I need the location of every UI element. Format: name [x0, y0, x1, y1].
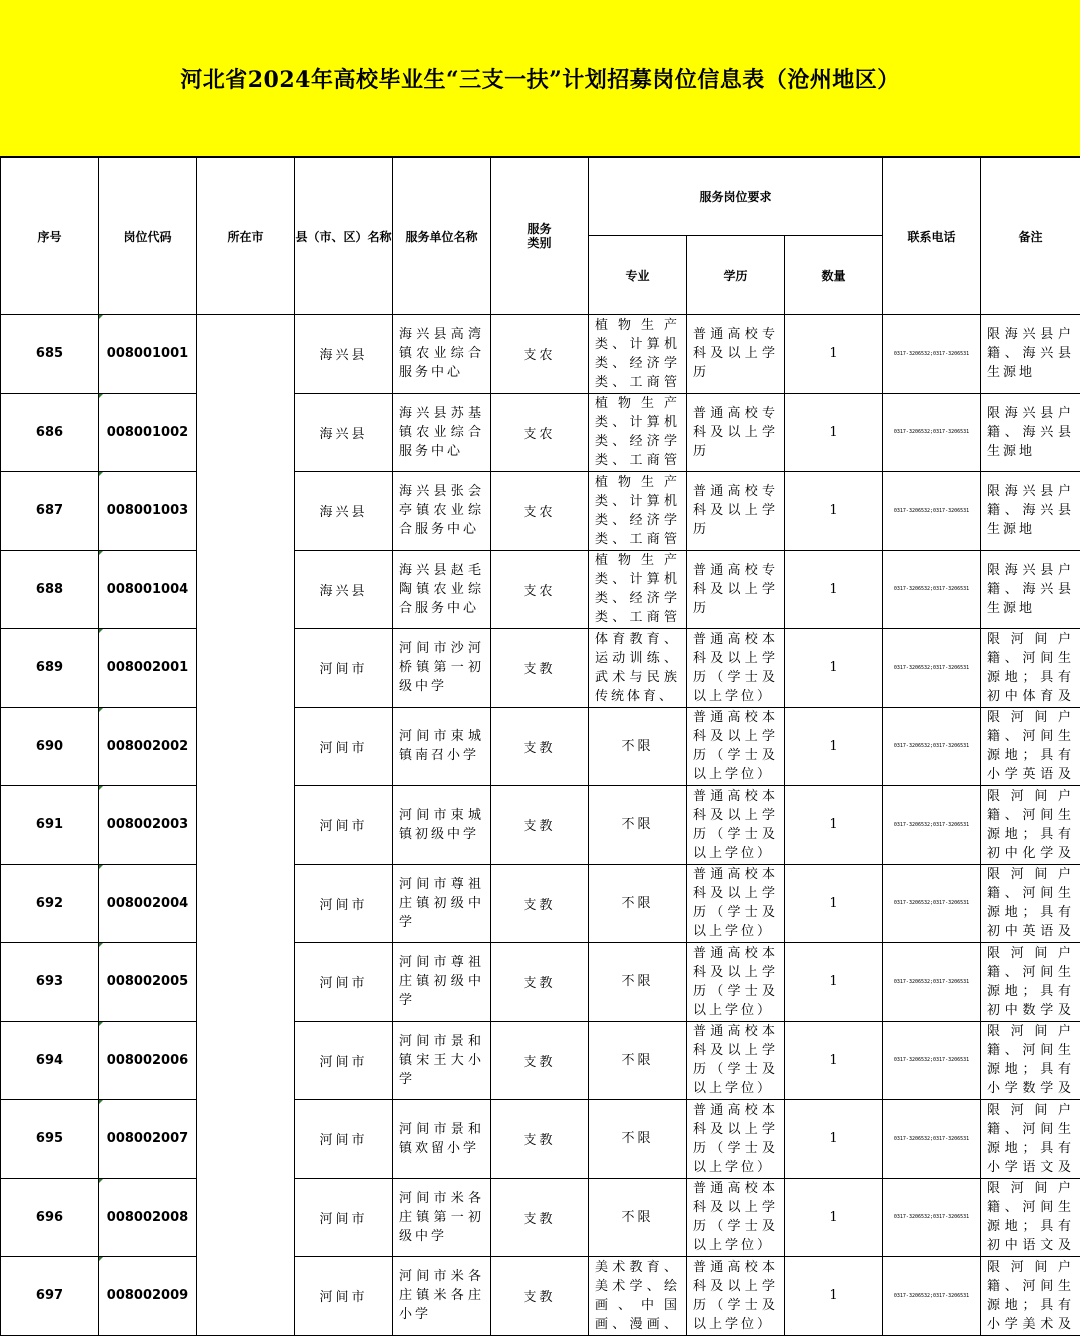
cell-education-text: 普通高校专科及以上学历 — [687, 325, 784, 382]
cell-unit — [393, 707, 491, 786]
cell-education — [687, 707, 785, 786]
table-row — [1, 864, 1080, 943]
cell-code: 008002001 — [99, 629, 197, 708]
cell-remarks — [981, 1021, 1080, 1100]
cell-education-text: 普通高校本科及以上学历（学士及以上学位） — [687, 1101, 784, 1177]
cell-seq: 686 — [1, 393, 99, 472]
header-major: 专业 — [589, 236, 687, 315]
cell-category: 支农 — [491, 393, 589, 472]
cell-remarks — [981, 550, 1080, 629]
table-body — [1, 315, 1080, 1336]
header-unit: 服务单位名称 — [393, 158, 491, 315]
table-row — [1, 707, 1080, 786]
cell-major-text: 不限 — [589, 972, 686, 991]
cell-remarks-text: 限河间户籍、河间生源地；具有初中数学及 — [981, 944, 1080, 1020]
cell-major-text: 不限 — [589, 1129, 686, 1148]
cell-major-text: 美术教育、美术学、绘画、中国画、漫画、 — [589, 1258, 686, 1334]
cell-category: 支教 — [491, 1257, 589, 1336]
cell-category: 支农 — [491, 315, 589, 394]
cell-unit — [393, 472, 491, 551]
cell-major — [589, 1021, 687, 1100]
cell-education — [687, 472, 785, 551]
cell-phone: 0317-3206532;0317-3206531 — [883, 1021, 981, 1100]
cell-county: 河间市 — [295, 629, 393, 708]
cell-county: 河间市 — [295, 1021, 393, 1100]
cell-category: 支教 — [491, 629, 589, 708]
cell-phone: 0317-3206532;0317-3206531 — [883, 315, 981, 394]
cell-category: 支教 — [491, 864, 589, 943]
cell-seq: 692 — [1, 864, 99, 943]
cell-category: 支农 — [491, 472, 589, 551]
cell-phone: 0317-3206532;0317-3206531 — [883, 393, 981, 472]
cell-county: 海兴县 — [295, 550, 393, 629]
cell-unit-text: 海兴县高湾镇农业综合服务中心 — [393, 325, 490, 382]
cell-unit — [393, 629, 491, 708]
cell-education — [687, 786, 785, 865]
cell-county: 河间市 — [295, 1257, 393, 1336]
cell-seq: 697 — [1, 1257, 99, 1336]
cell-unit — [393, 550, 491, 629]
cell-unit — [393, 864, 491, 943]
cell-county: 海兴县 — [295, 472, 393, 551]
cell-county: 河间市 — [295, 864, 393, 943]
cell-unit — [393, 943, 491, 1022]
header-seq: 序号 — [1, 158, 99, 315]
cell-seq: 687 — [1, 472, 99, 551]
cell-major — [589, 472, 687, 551]
cell-education — [687, 550, 785, 629]
cell-code: 008001003 — [99, 472, 197, 551]
cell-unit-text: 海兴县张会亭镇农业综合服务中心 — [393, 482, 490, 539]
table-row — [1, 629, 1080, 708]
table-row — [1, 943, 1080, 1022]
cell-county: 河间市 — [295, 1100, 393, 1179]
cell-unit — [393, 393, 491, 472]
cell-seq: 685 — [1, 315, 99, 394]
cell-major-text: 不限 — [589, 1208, 686, 1227]
header-city: 所在市 — [197, 158, 295, 315]
cell-quantity: 1 — [785, 472, 883, 551]
cell-quantity: 1 — [785, 943, 883, 1022]
cell-remarks — [981, 1257, 1080, 1336]
cell-remarks-text: 限海兴县户籍、海兴县生源地 — [981, 404, 1080, 461]
cell-category: 支教 — [491, 1178, 589, 1257]
cell-education-text: 普通高校本科及以上学历（学士及以上学位） — [687, 630, 784, 706]
cell-quantity: 1 — [785, 550, 883, 629]
cell-county: 海兴县 — [295, 393, 393, 472]
title-banner — [0, 0, 1080, 157]
cell-remarks-text: 限海兴县户籍、海兴县生源地 — [981, 561, 1080, 618]
cell-major — [589, 1257, 687, 1336]
cell-seq: 696 — [1, 1178, 99, 1257]
header-education: 学历 — [687, 236, 785, 315]
cell-major-text: 不限 — [589, 1051, 686, 1070]
cell-phone: 0317-3206532;0317-3206531 — [883, 1178, 981, 1257]
cell-major — [589, 864, 687, 943]
cell-major — [589, 629, 687, 708]
cell-education — [687, 393, 785, 472]
cell-city — [197, 315, 295, 1336]
cell-phone: 0317-3206532;0317-3206531 — [883, 707, 981, 786]
table-row — [1, 786, 1080, 865]
cell-remarks-text: 限河间户籍、河间生源地；具有小学语文及 — [981, 1101, 1080, 1177]
cell-major — [589, 393, 687, 472]
cell-county: 河间市 — [295, 707, 393, 786]
cell-remarks — [981, 1100, 1080, 1179]
cell-remarks — [981, 864, 1080, 943]
cell-county: 河间市 — [295, 1178, 393, 1257]
cell-category: 支农 — [491, 550, 589, 629]
cell-category: 支教 — [491, 1021, 589, 1100]
cell-category: 支教 — [491, 786, 589, 865]
header-row — [1, 158, 1080, 236]
cell-major-text: 植物生产类、计算机类、经济学类、工商管 — [589, 473, 686, 549]
cell-code: 008002006 — [99, 1021, 197, 1100]
cell-unit-text: 河间市束城镇南召小学 — [393, 727, 490, 765]
cell-quantity: 1 — [785, 707, 883, 786]
cell-phone: 0317-3206532;0317-3206531 — [883, 864, 981, 943]
cell-major — [589, 550, 687, 629]
header-category-label: 服务类别 — [523, 222, 557, 250]
cell-remarks — [981, 1178, 1080, 1257]
cell-code: 008002002 — [99, 707, 197, 786]
cell-county: 河间市 — [295, 786, 393, 865]
header-category — [491, 158, 589, 315]
cell-quantity: 1 — [785, 1178, 883, 1257]
table-row — [1, 1178, 1080, 1257]
cell-remarks-text: 限河间户籍、河间生源地；具有小学英语及 — [981, 708, 1080, 784]
header-code: 岗位代码 — [99, 158, 197, 315]
cell-quantity: 1 — [785, 1257, 883, 1336]
cell-major — [589, 1100, 687, 1179]
cell-seq: 695 — [1, 1100, 99, 1179]
cell-unit-text: 河间市沙河桥镇第一初级中学 — [393, 639, 490, 696]
cell-major — [589, 707, 687, 786]
cell-seq: 688 — [1, 550, 99, 629]
cell-category: 支教 — [491, 1100, 589, 1179]
cell-county: 海兴县 — [295, 315, 393, 394]
cell-seq: 690 — [1, 707, 99, 786]
header-phone: 联系电话 — [883, 158, 981, 315]
table-row — [1, 393, 1080, 472]
cell-code: 008002009 — [99, 1257, 197, 1336]
table-row — [1, 472, 1080, 551]
cell-seq: 694 — [1, 1021, 99, 1100]
cell-education — [687, 315, 785, 394]
cell-education — [687, 1100, 785, 1179]
cell-quantity: 1 — [785, 1100, 883, 1179]
cell-remarks-text: 限河间户籍、河间生源地；具有小学美术及 — [981, 1258, 1080, 1334]
cell-unit — [393, 786, 491, 865]
cell-phone: 0317-3206532;0317-3206531 — [883, 1257, 981, 1336]
cell-major — [589, 786, 687, 865]
cell-education-text: 普通高校专科及以上学历 — [687, 482, 784, 539]
cell-unit — [393, 1178, 491, 1257]
cell-education-text: 普通高校本科及以上学历（学士及以上学位） — [687, 787, 784, 863]
cell-unit-text: 河间市尊祖庄镇初级中学 — [393, 875, 490, 932]
cell-remarks-text: 限河间户籍、河间生源地；具有初中英语及 — [981, 865, 1080, 941]
cell-seq: 693 — [1, 943, 99, 1022]
cell-remarks — [981, 393, 1080, 472]
cell-phone: 0317-3206532;0317-3206531 — [883, 629, 981, 708]
cell-remarks — [981, 629, 1080, 708]
cell-education-text: 普通高校本科及以上学历（学士及以上学位） — [687, 944, 784, 1020]
cell-phone: 0317-3206532;0317-3206531 — [883, 472, 981, 551]
cell-category: 支教 — [491, 943, 589, 1022]
cell-category: 支教 — [491, 707, 589, 786]
cell-code: 008001001 — [99, 315, 197, 394]
cell-unit-text: 河间市景和镇宋王大小学 — [393, 1032, 490, 1089]
cell-education — [687, 1021, 785, 1100]
cell-quantity: 1 — [785, 315, 883, 394]
cell-remarks — [981, 943, 1080, 1022]
cell-unit — [393, 315, 491, 394]
cell-unit-text: 河间市米各庄镇米各庄小学 — [393, 1267, 490, 1324]
cell-major-text: 植物生产类、计算机类、经济学类、工商管 — [589, 551, 686, 627]
cell-code: 008001002 — [99, 393, 197, 472]
cell-unit-text: 河间市景和镇欢留小学 — [393, 1120, 490, 1158]
cell-remarks — [981, 786, 1080, 865]
cell-unit — [393, 1021, 491, 1100]
cell-education — [687, 943, 785, 1022]
cell-unit — [393, 1257, 491, 1336]
cell-remarks-text: 限海兴县户籍、海兴县生源地 — [981, 482, 1080, 539]
cell-major — [589, 943, 687, 1022]
cell-remarks-text: 限河间户籍、河间生源地；具有初中体育及 — [981, 630, 1080, 706]
table-row — [1, 1257, 1080, 1336]
cell-seq: 691 — [1, 786, 99, 865]
cell-code: 008002003 — [99, 786, 197, 865]
cell-education-text: 普通高校本科及以上学历（学士及以上学位） — [687, 1179, 784, 1255]
cell-remarks — [981, 315, 1080, 394]
cell-major-text: 不限 — [589, 815, 686, 834]
cell-unit-text: 河间市尊祖庄镇初级中学 — [393, 953, 490, 1010]
cell-major-text: 植物生产类、计算机类、经济学类、工商管 — [589, 394, 686, 470]
cell-unit-text: 海兴县苏基镇农业综合服务中心 — [393, 404, 490, 461]
cell-phone: 0317-3206532;0317-3206531 — [883, 550, 981, 629]
cell-remarks-text: 限河间户籍、河间生源地；具有初中语文及 — [981, 1179, 1080, 1255]
cell-education — [687, 1178, 785, 1257]
cell-remarks — [981, 472, 1080, 551]
cell-education — [687, 629, 785, 708]
cell-code: 008002005 — [99, 943, 197, 1022]
cell-education — [687, 1257, 785, 1336]
cell-remarks — [981, 707, 1080, 786]
cell-quantity: 1 — [785, 393, 883, 472]
cell-remarks-text: 限河间户籍、河间生源地；具有初中化学及 — [981, 787, 1080, 863]
cell-unit-text: 河间市米各庄镇第一初级中学 — [393, 1189, 490, 1246]
cell-quantity: 1 — [785, 786, 883, 865]
cell-remarks-text: 限海兴县户籍、海兴县生源地 — [981, 325, 1080, 382]
positions-table — [0, 157, 1080, 1336]
cell-unit-text: 海兴县赵毛陶镇农业综合服务中心 — [393, 561, 490, 618]
cell-education-text: 普通高校本科及以上学历（学士及以上学位） — [687, 1258, 784, 1334]
cell-major-text: 不限 — [589, 737, 686, 756]
header-remarks: 备注 — [981, 158, 1080, 315]
header-requirements: 服务岗位要求 — [589, 158, 883, 236]
cell-phone: 0317-3206532;0317-3206531 — [883, 786, 981, 865]
cell-education-text: 普通高校本科及以上学历（学士及以上学位） — [687, 865, 784, 941]
cell-code: 008002008 — [99, 1178, 197, 1257]
cell-unit-text: 河间市束城镇初级中学 — [393, 806, 490, 844]
cell-phone: 0317-3206532;0317-3206531 — [883, 943, 981, 1022]
cell-education-text: 普通高校专科及以上学历 — [687, 404, 784, 461]
cell-education-text: 普通高校本科及以上学历（学士及以上学位） — [687, 708, 784, 784]
cell-remarks-text: 限河间户籍、河间生源地；具有小学数学及 — [981, 1022, 1080, 1098]
cell-major-text: 体育教育、运动训练、武术与民族传统体育、 — [589, 630, 686, 706]
cell-major-text: 植物生产类、计算机类、经济学类、工商管 — [589, 316, 686, 392]
table-row — [1, 315, 1080, 394]
cell-quantity: 1 — [785, 1021, 883, 1100]
cell-education — [687, 864, 785, 943]
cell-education-text: 普通高校本科及以上学历（学士及以上学位） — [687, 1022, 784, 1098]
cell-code: 008002004 — [99, 864, 197, 943]
table-row — [1, 1021, 1080, 1100]
cell-unit — [393, 1100, 491, 1179]
cell-major — [589, 315, 687, 394]
table-row — [1, 550, 1080, 629]
cell-code: 008002007 — [99, 1100, 197, 1179]
header-county: 县（市、区）名称 — [295, 158, 393, 315]
cell-quantity: 1 — [785, 629, 883, 708]
cell-county: 河间市 — [295, 943, 393, 1022]
table-row — [1, 1100, 1080, 1179]
header-quantity: 数量 — [785, 236, 883, 315]
cell-education-text: 普通高校专科及以上学历 — [687, 561, 784, 618]
cell-major — [589, 1178, 687, 1257]
cell-major-text: 不限 — [589, 894, 686, 913]
cell-quantity: 1 — [785, 864, 883, 943]
cell-seq: 689 — [1, 629, 99, 708]
cell-phone: 0317-3206532;0317-3206531 — [883, 1100, 981, 1179]
page-title: 河北省2024年高校毕业生“三支一扶”计划招募岗位信息表（沧州地区） — [180, 63, 900, 94]
cell-code: 008001004 — [99, 550, 197, 629]
